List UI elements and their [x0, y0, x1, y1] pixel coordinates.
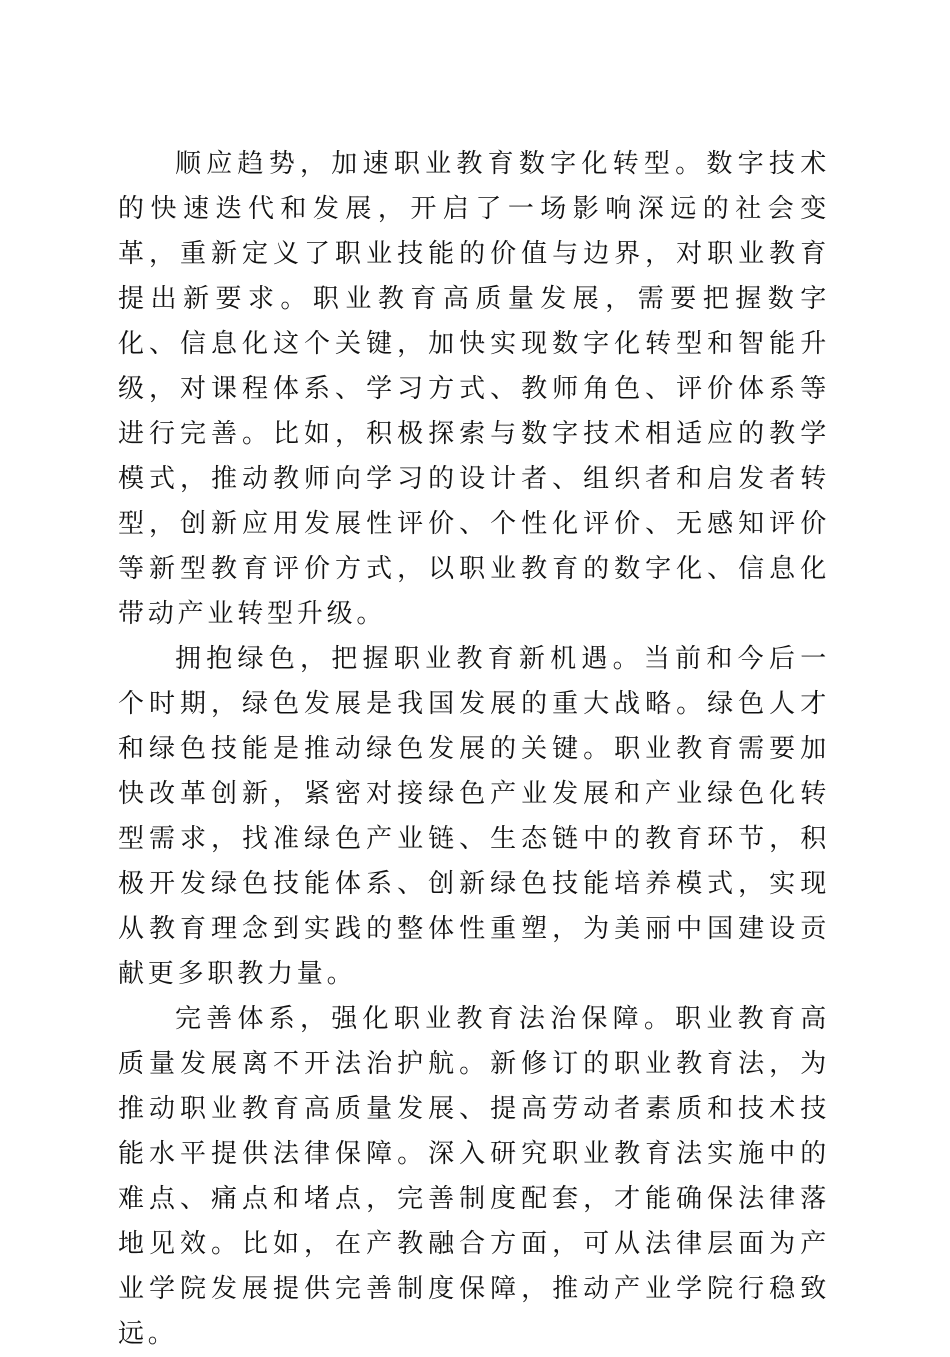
paragraph-digital-transformation: 顺应趋势，加速职业教育数字化转型。数字技术的快速迭代和发展，开启了一场影响深远的社会变革，重新定义了职业技能的价值与边界，对职业教育提出新要求。职业教育高质量发展，需要把握数字化、信息化这个关键，加快实现数字化转型和智能升级，对课程体系、学习方式、教师角色、评价体系等进行完善。比如，积极探索与数字技术相适应的教学模式，推动教师向学习的设计者、组织者和启发者转型，创新应用发展性评价、个性化评价、无感知评价等新型教育评价方式，以职业教育的数字化、信息化带动产业转型升级。 [118, 149, 830, 629]
document-body [118, 142, 830, 1357]
paragraph-green-development: 拥抱绿色，把握职业教育新机遇。当前和今后一个时期，绿色发展是我国发展的重大战略。绿色人才和绿色技能是推动绿色发展的关键。职业教育需要加快改革创新，紧密对接绿色产业发展和产业绿色化转型需求，找准绿色产业链、生态链中的教育环节，积极开发绿色技能体系、创新绿色技能培养模式，实现从教育理念到实践的整体性重塑，为美丽中国建设贡献更多职教力量。 [118, 644, 830, 989]
paragraph-legal-guarantee: 完善体系，强化职业教育法治保障。职业教育高质量发展离不开法治护航。新修订的职业教育法，为推动职业教育高质量发展、提高劳动者素质和技术技能水平提供法律保障。深入研究职业教育法实施中的难点、痛点和堵点，完善制度配套，才能确保法律落地见效。比如，在产教融合方面，可从法律层面为产业学院发展提供完善制度保障，推动产业学院行稳致远。 [118, 1004, 830, 1349]
